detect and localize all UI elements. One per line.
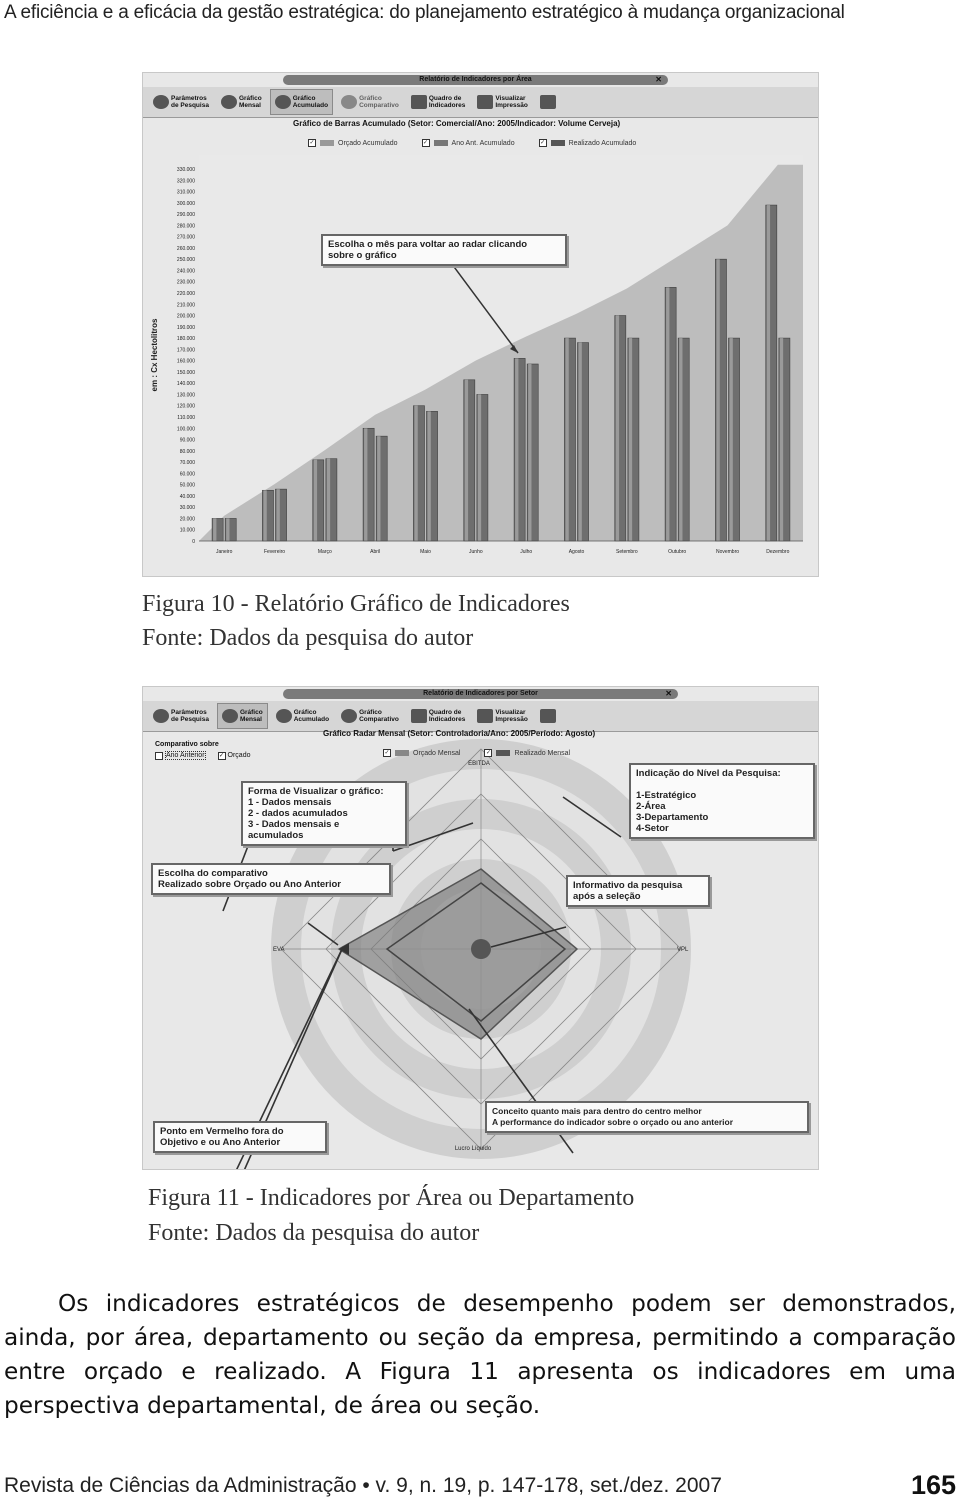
search-icon (153, 95, 169, 109)
y-tick-label: 270.000 (176, 234, 195, 241)
bar-highlight (263, 490, 266, 541)
chart-icon (341, 95, 357, 109)
close-icon[interactable]: ✕ (655, 75, 662, 84)
bar-highlight (515, 358, 518, 541)
comparativo-options (155, 751, 251, 760)
figure-11-screenshot (142, 686, 819, 1170)
x-tick-label: Novembro (715, 549, 740, 555)
legend-swatch (395, 750, 409, 756)
toolbar-button-2[interactable] (272, 704, 333, 728)
y-tick-label: 250.000 (176, 257, 195, 264)
journal-footer: Revista de Ciências da Administração • v. 9, n. 19, p. 147-178, set./dez. 2007 (4, 1474, 722, 1497)
figure-10-source: Fonte: Dados da pesquisa do autor (142, 625, 474, 651)
y-tick-label: 190.000 (176, 324, 195, 331)
bar-highlight (314, 460, 317, 541)
callout-escolha-mes: Escolha o mês para voltar ao radar clicando sobre o gráfico (321, 234, 567, 266)
y-axis-label: em : Cx Hectolitros (150, 318, 159, 392)
y-tick-label: 200.000 (176, 313, 195, 320)
y-tick-label: 20.000 (179, 516, 195, 523)
toolbar (143, 701, 818, 732)
chart-legend (308, 139, 636, 147)
checkbox-icon[interactable] (155, 752, 163, 760)
x-tick-label: Abril (370, 549, 381, 555)
toolbar-button-3[interactable] (337, 704, 403, 728)
bar-highlight (478, 394, 481, 541)
y-tick-label: 130.000 (176, 392, 195, 399)
window-title: Relatório de Indicadores por Setor (423, 690, 538, 697)
y-tick-label: 330.000 (176, 167, 195, 173)
y-tick-label: 280.000 (176, 223, 195, 230)
y-tick-label: 110.000 (177, 415, 195, 421)
x-tick-label: Setembro (615, 549, 638, 555)
x-tick-label: Janeiro (215, 549, 233, 555)
bar-highlight (428, 411, 431, 541)
x-tick-label: Março (317, 549, 332, 555)
bar-chart[interactable] (143, 149, 818, 577)
bar-highlight (414, 406, 417, 541)
close-icon[interactable]: ✕ (665, 689, 672, 698)
option-ano-anterior[interactable] (155, 751, 206, 760)
table-icon (411, 95, 427, 109)
chart-subtitle: Gráfico Radar Mensal (Setor: Controladoria/Ano: 2005/Período: Agosto) (323, 729, 596, 738)
chart-icon (276, 709, 292, 723)
callout-forma-visualizar: Forma de Visualizar o gráfico: 1 - Dados mensais 2 - dados acumulados 3 - Dados mensais e acumulados (241, 781, 407, 846)
chart-icon (341, 709, 357, 723)
callout-conceito: Conceito quanto mais para dentro do centro melhor A performance do indicador sobre o orçado ou ano anterior (485, 1101, 809, 1133)
page-number: 165 (910, 1470, 956, 1500)
toolbar-button-3[interactable] (337, 90, 403, 114)
print-preview-icon (477, 95, 493, 109)
bar-highlight (666, 287, 669, 541)
legend-label: Orçado Mensal (413, 749, 461, 757)
figure-11-source: Fonte: Dados da pesquisa do autor (148, 1220, 480, 1246)
y-tick-label: 150.000 (176, 369, 195, 376)
print-preview-icon (477, 709, 493, 723)
toolbar-button-label: Gráfico Comparativo (359, 709, 399, 723)
y-tick-label: 180.000 (176, 336, 195, 343)
option-label: Ano Anterior (166, 752, 205, 759)
bar-highlight (616, 316, 619, 541)
toolbar-button-4[interactable] (407, 704, 469, 728)
running-header: A eficiência e a eficácia da gestão estratégica: do planejamento estratégico à mudança organizacional (4, 2, 845, 23)
x-tick-label: Dezembro (766, 549, 790, 555)
legend-item[interactable] (539, 139, 637, 147)
body-paragraph-block (4, 1287, 956, 1423)
toolbar-button-label: Visualizar Impressão (495, 95, 528, 109)
y-tick-label: 220.000 (176, 291, 195, 297)
callout-indicacao-nivel: Indicação do Nível da Pesquisa: 1-Estratégico 2-Área 3-Departamento 4-Setor (629, 763, 815, 839)
x-tick-label: Maio (420, 549, 431, 555)
bar-highlight (213, 518, 216, 541)
figure-10-caption: Figura 10 - Relatório Gráfico de Indicadores (142, 591, 570, 617)
y-tick-label: 300.000 (176, 200, 195, 207)
toolbar-button-label: Gráfico Comparativo (359, 95, 399, 109)
toolbar-button-6[interactable] (536, 704, 560, 728)
legend-label: Realizado Mensal (514, 749, 571, 757)
body-paragraph: Os indicadores estratégicos de desempenho podem ser demonstrados, ainda, por área, departamento ou seção da empresa, permitindo a comparação entre orçado e realizado. A Figura 11 apresenta os indicadores em uma perspectiva departamental, de área ou seção. (4, 1290, 956, 1419)
bar-highlight (579, 343, 582, 541)
bar-highlight (679, 338, 682, 541)
toolbar-button-4[interactable] (407, 90, 469, 114)
x-tick-label: Agosto (568, 549, 585, 555)
y-tick-label: 0 (192, 539, 195, 545)
legend-label: Realizado Acumulado (568, 139, 637, 147)
y-tick-label: 230.000 (176, 279, 195, 286)
y-tick-label: 170.000 (176, 347, 195, 354)
bar-highlight (465, 380, 468, 541)
toolbar-button-label: Parâmetros de Pesquisa (171, 709, 209, 723)
radar-axis-label: EVA (273, 947, 285, 953)
legend-swatch (434, 140, 448, 146)
toolbar-button-0[interactable] (149, 704, 213, 728)
bar-highlight (364, 428, 367, 541)
callout-informativo: Informativo da pesquisa após a seleção (566, 875, 710, 907)
y-tick-label: 30.000 (179, 505, 195, 512)
legend-label: Ano Ant. Acumulado (451, 139, 515, 147)
bar-highlight (767, 205, 770, 541)
y-tick-label: 100.000 (176, 426, 195, 433)
y-tick-label: 240.000 (176, 268, 195, 275)
toolbar-button-1[interactable] (217, 90, 266, 114)
toolbar-button-2[interactable] (270, 89, 333, 115)
checkbox-icon[interactable]: ✓ (485, 750, 491, 756)
y-tick-label: 310.000 (176, 189, 195, 196)
radar-axis-label: Lucro Líquido (454, 1146, 492, 1152)
bar-highlight (780, 338, 783, 541)
bar-highlight (377, 436, 380, 541)
exit-icon (540, 709, 556, 723)
bar-highlight (327, 459, 330, 541)
chart-legend (383, 749, 570, 757)
x-tick-label: Julho (520, 549, 533, 555)
legend-item[interactable] (422, 139, 515, 147)
x-tick-label: Outubro (668, 549, 687, 555)
comparativo-title: Comparativo sobre (155, 741, 219, 748)
checkbox-icon[interactable]: ✓ (540, 140, 546, 146)
callout-ponto-vermelho: Ponto em Vermelho fora do Objetivo e ou Ano Anterior (153, 1121, 327, 1153)
toolbar-button-5[interactable] (473, 704, 532, 728)
chart-icon (275, 95, 291, 109)
toolbar-button-0[interactable] (149, 90, 213, 114)
legend-item[interactable] (484, 749, 570, 757)
legend-swatch (551, 140, 565, 146)
bar-highlight (629, 338, 632, 541)
chart-icon (221, 95, 237, 109)
table-icon (411, 709, 427, 723)
toolbar (143, 87, 818, 118)
toolbar-button-label: Parâmetros de Pesquisa (171, 95, 209, 109)
legend-swatch (320, 140, 334, 146)
toolbar-button-5[interactable] (473, 90, 532, 114)
checkbox-icon[interactable]: ✓ (219, 752, 225, 759)
y-tick-label: 210.000 (176, 302, 195, 309)
bar-highlight (730, 338, 733, 541)
bar-highlight (277, 489, 280, 541)
callout-escolha-comparativo: Escolha do comparativo Realizado sobre Orçado ou Ano Anterior (151, 863, 391, 895)
window-titlebar (283, 689, 678, 699)
bar-highlight (565, 338, 568, 541)
x-tick-label: Junho (469, 549, 483, 555)
search-icon (153, 709, 169, 723)
y-tick-label: 60.000 (179, 471, 195, 478)
y-tick-label: 160.000 (176, 358, 195, 365)
figure-10-screenshot (142, 72, 819, 577)
y-tick-label: 140.000 (176, 381, 195, 388)
toolbar-button-1[interactable] (217, 703, 268, 729)
window-title: Relatório de Indicadores por Área (419, 76, 532, 83)
toolbar-button-6[interactable] (536, 90, 560, 114)
legend-item[interactable] (383, 749, 460, 757)
legend-label: Orçado Acumulado (338, 139, 398, 147)
toolbar-button-label: Gráfico Acumulado (292, 95, 329, 109)
exit-icon (540, 95, 556, 109)
y-tick-label: 320.000 (176, 178, 195, 185)
radar-axis-label: VPL (677, 947, 689, 953)
option-label: Orçado (227, 752, 251, 759)
checkbox-icon[interactable]: ✓ (384, 750, 390, 756)
legend-swatch (496, 750, 510, 756)
chart-subtitle: Gráfico de Barras Acumulado (Setor: Comercial/Ano: 2005/Indicador: Volume Cerveja) (293, 119, 621, 128)
y-tick-label: 40.000 (179, 493, 195, 500)
window-titlebar (283, 75, 668, 85)
x-tick-label: Fevereiro (263, 549, 286, 555)
figure-11-caption: Figura 11 - Indicadores por Área ou Departamento (148, 1185, 635, 1211)
radar-axis-label: EBITDA (468, 761, 490, 767)
checkbox-icon[interactable]: ✓ (309, 140, 315, 146)
toolbar-button-label: Quadro de Indicadores (428, 95, 466, 109)
bar-highlight (716, 259, 719, 541)
chart-icon (222, 709, 238, 723)
y-tick-label: 260.000 (176, 245, 195, 252)
checkbox-icon[interactable]: ✓ (423, 140, 429, 146)
toolbar-button-label: Gráfico Mensal (238, 95, 262, 109)
toolbar-button-label: Visualizar Impressão (495, 709, 528, 723)
y-tick-label: 120.000 (176, 403, 195, 410)
y-tick-label: 90.000 (179, 437, 195, 444)
y-tick-label: 50.000 (179, 482, 195, 489)
radar-center-point (471, 939, 491, 959)
y-tick-label: 290.000 (176, 212, 195, 219)
toolbar-button-label: Gráfico Acumulado (293, 709, 330, 723)
option-orcado[interactable] (218, 751, 251, 760)
y-tick-label: 80.000 (179, 448, 195, 455)
y-tick-label: 10.000 (179, 527, 195, 534)
bar-highlight (226, 518, 229, 541)
toolbar-button-label: Gráfico Mensal (239, 709, 263, 723)
bar-highlight (528, 364, 531, 541)
y-tick-label: 70.000 (179, 460, 195, 467)
legend-item[interactable] (308, 139, 398, 147)
toolbar-button-label: Quadro de Indicadores (428, 709, 466, 723)
